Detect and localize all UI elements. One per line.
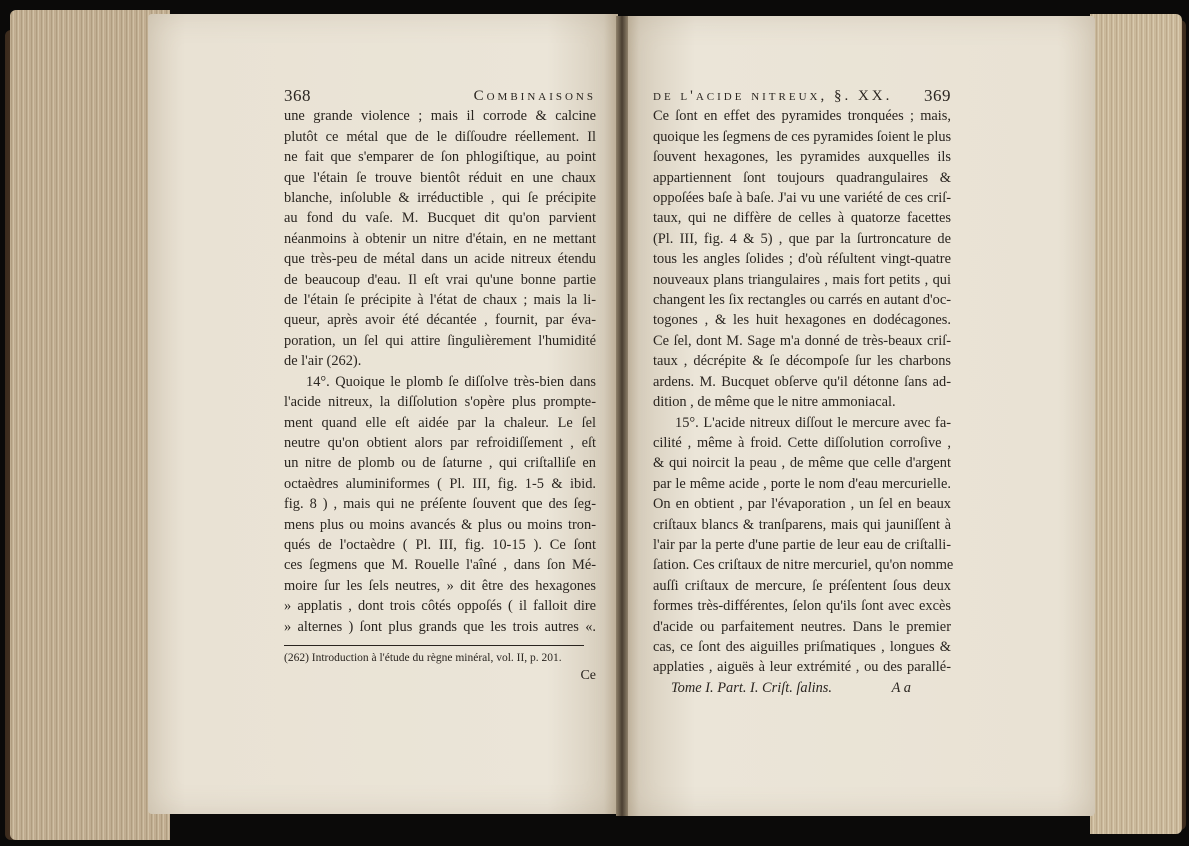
left-line: » applatis , dont trois côtés oppoſés ( il falloit dire [284, 598, 596, 615]
right-line: Ce ſont en effet des pyramides tronquées ; mais, [653, 108, 951, 125]
left-line: de l'étain ſe précipite à l'état de chaux ; mais la li- [284, 292, 596, 309]
left-line: neutre qu'on obtient alors par refroidiſſement , eſt [284, 434, 596, 451]
footnote: (262) Introduction à l'étude du règne minéral, vol. II, p. 201. [284, 651, 562, 664]
left-page-number: 368 [284, 86, 311, 105]
left-line: au fond du vaſe. M. Bucquet dit qu'on parvient [284, 210, 596, 227]
left-line: que l'étain ſe trouve bientôt réduit en une chaux [284, 169, 596, 186]
right-line: togones , & les huit hexagones en dodécagones. [653, 312, 951, 329]
right-line: 15°. L'acide nitreux diſſout le mercure avec fa- [675, 414, 951, 431]
right-line: appartiennent ſont toujours quadrangulaires & [653, 169, 951, 186]
signature-title: Tome I. Part. I. Criſt. ſalins. [671, 679, 832, 696]
signature-mark: A a [891, 679, 911, 696]
left-line: de l'air (262). [284, 353, 362, 370]
right-line: oppoſées baſe à baſe. J'ai vu une variété de ces criſ- [653, 190, 951, 207]
footnote-rule [284, 645, 584, 646]
left-line: que très-peu de métal dans un acide nitreux étendu [284, 251, 596, 268]
signature-line [653, 678, 951, 698]
left-line: » alternes ) ſont plus grands que les trois autres «. [284, 618, 596, 635]
page-edges-left [10, 10, 170, 840]
left-line: plutôt ce métal que de le diſſoudre réellement. Il [284, 128, 596, 145]
right-line: ſation. Ces criſtaux de nitre mercuriel, qu'on nomme [653, 557, 954, 574]
right-line: Ce ſel, dont M. Sage m'a donné de très-beaux criſ- [653, 332, 951, 349]
right-line: nouveaux plans triangulaires , mais fort petits , qui [653, 271, 951, 288]
right-line: taux, qui ne diffère de celles à quatorze facettes [653, 210, 951, 227]
left-line: 14°. Quoique le plomb ſe diſſolve très-bien dans [306, 373, 596, 390]
right-line: changent les ſix rectangles ou carrés en autant d'oc- [653, 292, 951, 309]
left-line: néanmoins à obtenir un nitre d'étain, en ne mettant [284, 230, 596, 247]
right-line: & qui noircit la peau , de même que celle d'argent [653, 455, 951, 472]
right-line: tous les angles ſolides ; d'où réſultent vingt-quatre [653, 251, 951, 268]
right-line: (Pl. III, fig. 4 & 5) , que par la ſurtroncature de [653, 230, 951, 247]
right-line: l'air par la perte d'une partie de leur eau de criſtalli- [653, 536, 951, 553]
page-edges-right [1090, 14, 1182, 834]
right-line: auſſi criſtaux de mercure, ſe préſentent ſous deux [653, 577, 951, 594]
left-line: de beaucoup d'eau. Il eſt vrai qu'une bonne partie [284, 271, 596, 288]
left-running-title: Combinaisons [473, 88, 596, 104]
right-line: formes très-différentes, ſelon qu'ils ſont avec excès [653, 598, 951, 615]
left-running-head [284, 86, 596, 106]
right-line: par le même acide , porte le nom d'eau mercurielle. [653, 475, 951, 492]
left-line: une grande violence ; mais il corrode & calcine [284, 108, 596, 125]
right-line: dition , de même que le nitre ammoniacal. [653, 394, 896, 411]
left-line: mens plus ou moins avancés & plus ou moins tron- [284, 516, 596, 533]
right-line: cilité , même à froid. Cette diſſolution corroſive , [653, 434, 951, 451]
left-line: ces ſegmens que M. Rouelle l'aîné , dans ſon Mé- [284, 557, 596, 574]
left-line: blanche, inſoluble & irréductible , qui ſe précipite [284, 190, 596, 207]
left-line: un nitre de plomb ou de ſaturne , qui criſtalliſe en [284, 455, 596, 472]
right-line: ſouvent hexagones, les pyramides auxquelles ils [653, 149, 951, 166]
left-line: ment quand elle eſt aidée par la chaleur. Le ſel [284, 414, 596, 431]
right-page-text [653, 86, 954, 698]
left-page-text [284, 86, 596, 686]
left-line: qués de l'octaèdre ( Pl. III, fig. 10-15 ). Ce ſont [284, 536, 596, 553]
right-page-number: 369 [924, 86, 951, 105]
right-line: criſtaux blancs & tranſparens, mais qui jauniſſent à [653, 516, 951, 533]
left-line: octaèdres aluminiformes ( Pl. III, fig. 1-5 & ibid. [284, 475, 596, 492]
right-line: taux , décrépite & ſe décompoſe ſur les charbons [653, 353, 951, 370]
left-line: queur, après avoir été décantée , fournit, par éva- [284, 312, 596, 329]
left-line: l'acide nitreux, la diſſolution s'opère plus prompte- [284, 394, 596, 411]
right-line: On en obtient , par l'évaporation , un ſel en beaux [653, 496, 951, 513]
right-running-title: de l'acide nitreux, §. XX. [653, 88, 893, 104]
right-running-head [653, 86, 951, 106]
book-gutter [616, 16, 628, 816]
right-line: d'acide ou parfaitement neutres. Dans le premier [653, 618, 951, 635]
left-line: moire ſur les ſels neutres, » dit être des hexagones [284, 577, 596, 594]
left-line: ne fait que s'emparer de ſon phlogiſtique, au point [284, 149, 596, 166]
right-line: quoique les ſegmens de ces pyramides ſoient le plus [653, 128, 952, 145]
left-line: fig. 8 ) , mais qui ne préſente ſouvent que des ſeg- [284, 496, 596, 513]
left-line: poration, un ſel qui attire ſingulièrement l'humidité [284, 332, 596, 349]
right-line: applaties , aiguës à leur extrémité , ou des parallé- [653, 659, 951, 676]
catchword: Ce [580, 667, 596, 683]
right-line: cas, ce ſont des aiguilles priſmatiques , longues & [653, 638, 951, 655]
right-line: ardens. M. Bucquet obſerve qu'il détonne ſans ad- [653, 373, 951, 390]
